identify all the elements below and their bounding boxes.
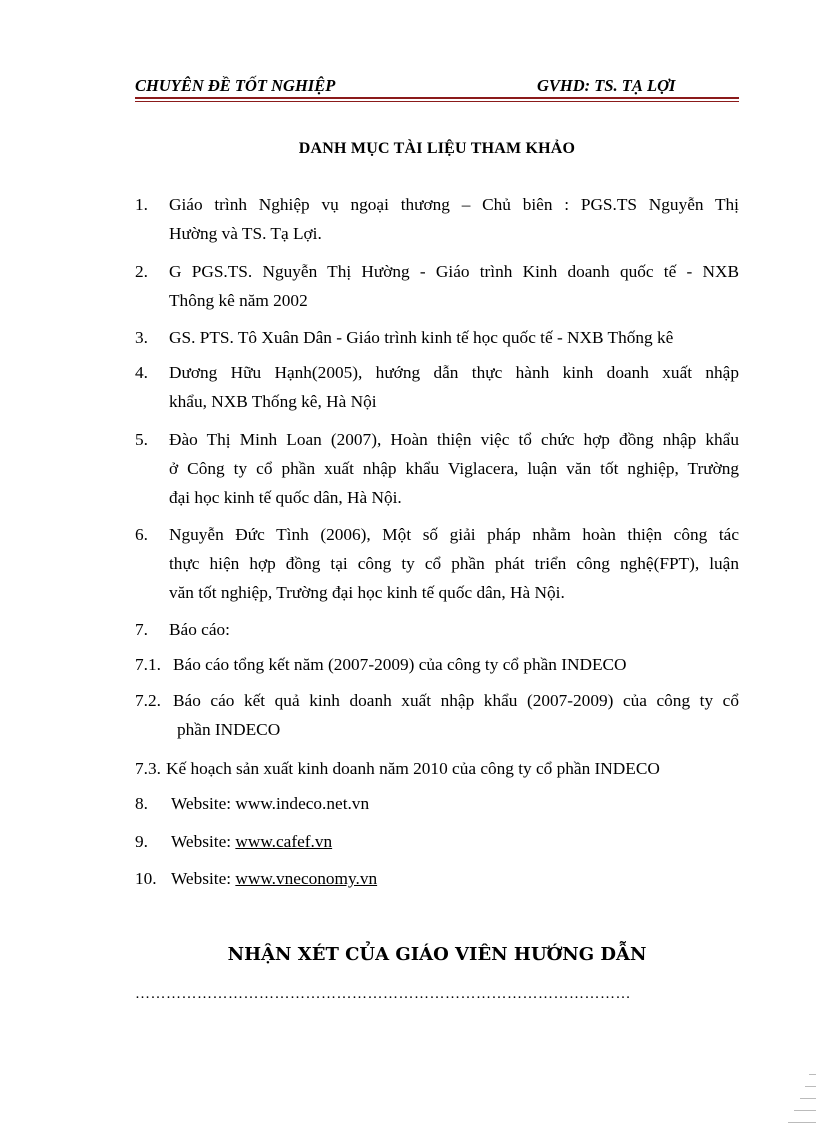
- reference-line: Báo cáo:: [169, 620, 230, 639]
- page-corner-decoration: [788, 1003, 816, 1123]
- reference-number: 7.: [135, 620, 148, 639]
- reference-text: [169, 358, 739, 416]
- header-topic: CHUYÊN ĐỀ TỐT NGHIỆP: [135, 76, 336, 95]
- reference-number: 7.1.: [135, 655, 161, 674]
- header-rule-thick: [135, 97, 739, 99]
- reference-line: Nguyễn Đức Tình (2006), Một số giải pháp nhằm hoàn thiện công tác: [169, 525, 739, 544]
- reference-line: Giáo trình Nghiệp vụ ngoại thương – Chủ biên : PGS.TS Nguyễn Thị: [169, 195, 739, 214]
- reference-text: [171, 789, 739, 818]
- reference-text: [169, 323, 739, 352]
- reference-line: GS. PTS. Tô Xuân Dân - Giáo trình kinh tế học quốc tế - NXB Thống kê: [169, 328, 674, 347]
- reference-number: 7.2.: [135, 691, 161, 710]
- reference-line: ở Công ty cổ phần xuất nhập khẩu Viglacera, luận văn tốt nghiệp, Trường: [169, 459, 739, 478]
- header-rule-thin: [135, 101, 739, 102]
- reference-text: [169, 615, 739, 644]
- reference-number: 7.3.: [135, 759, 161, 778]
- reference-line: Thông kê năm 2002: [169, 291, 308, 310]
- reference-text: [171, 827, 739, 856]
- reference-number: 9.: [135, 832, 148, 851]
- reference-line: Dương Hữu Hạnh(2005), hướng dẫn thực hành kinh doanh xuất nhập: [169, 363, 739, 382]
- reference-line: khẩu, NXB Thống kê, Hà Nội: [169, 392, 377, 411]
- reference-line: Kế hoạch sản xuất kinh doanh năm 2010 của công ty cổ phần INDECO: [166, 759, 660, 778]
- reference-line: phần INDECO: [177, 720, 281, 739]
- reference-text: [169, 425, 739, 512]
- reference-line: thực hiện hợp đồng tại công ty cổ phần phát triển công nghệ(FPT), luận: [169, 554, 739, 573]
- supervisor-assessment-title: NHẬN XÉT CỦA GIÁO VIÊN HƯỚNG DẪN: [227, 944, 647, 965]
- reference-line: đại học kinh tế quốc dân, Hà Nội.: [169, 488, 402, 507]
- website-link-cafef[interactable]: www.cafef.vn: [235, 832, 333, 851]
- reference-number: 1.: [135, 195, 148, 214]
- header-supervisor: GVHD: TS. TẠ LỢI: [537, 76, 676, 95]
- dotted-line: ……………………………………………………………………………………: [135, 986, 631, 1002]
- reference-number: 5.: [135, 430, 148, 449]
- reference-text: [173, 650, 739, 679]
- reference-line: Hường và TS. Tạ Lợi.: [169, 224, 322, 243]
- reference-line: văn tốt nghiệp, Trường đại học kinh tế quốc dân, Hà Nội.: [169, 583, 565, 602]
- reference-text: [166, 754, 739, 783]
- reference-text: [169, 257, 739, 315]
- reference-line: Đào Thị Minh Loan (2007), Hoàn thiện việc tổ chức hợp đồng nhập khẩu: [169, 430, 739, 449]
- reference-line: Báo cáo tổng kết năm (2007-2009) của công ty cổ phần INDECO: [173, 655, 627, 674]
- reference-text: [169, 520, 739, 607]
- reference-number: 4.: [135, 363, 148, 382]
- website-link-vneconomy[interactable]: www.vneconomy.vn: [235, 869, 378, 888]
- reference-text: [169, 190, 739, 248]
- reference-text: [171, 864, 739, 893]
- reference-number: 2.: [135, 262, 148, 281]
- reference-number: 8.: [135, 794, 148, 813]
- reference-number: 3.: [135, 328, 148, 347]
- references-title: DANH MỤC TÀI LIỆU THAM KHẢO: [298, 140, 576, 157]
- reference-number: 6.: [135, 525, 148, 544]
- reference-line: Báo cáo kết quả kinh doanh xuất nhập khẩu (2007-2009) của công ty cổ: [173, 691, 739, 710]
- website-prefix: Website:: [171, 869, 236, 888]
- page-header: [135, 76, 739, 98]
- reference-text: [173, 686, 739, 744]
- website-prefix: Website:: [171, 832, 236, 851]
- reference-number: 10.: [135, 869, 157, 888]
- reference-line: Website: www.indeco.net.vn: [171, 794, 370, 813]
- reference-line: G PGS.TS. Nguyễn Thị Hường - Giáo trình Kinh doanh quốc tế - NXB: [169, 262, 739, 281]
